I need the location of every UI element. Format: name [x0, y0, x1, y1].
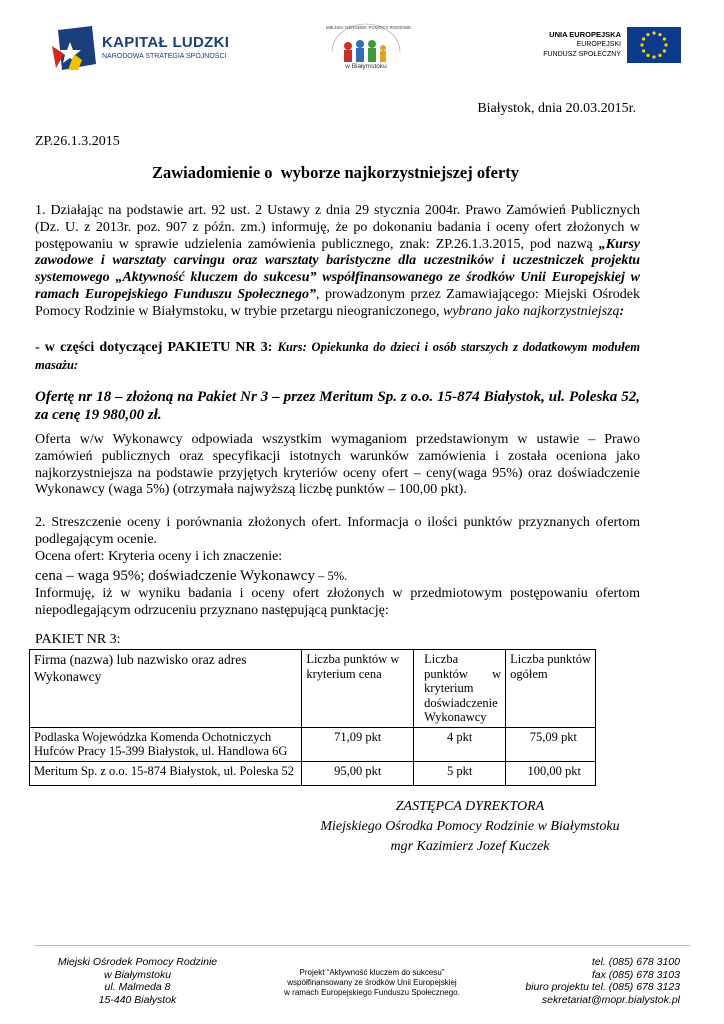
footer-left-line: w Białymstoku [103, 968, 172, 981]
footer-left-line: Miejski Ośrodek Pomocy Rodzinie [57, 956, 218, 968]
footer-fax: fax (085) 678 3103 [591, 968, 680, 981]
header-experience-points: Liczba punktów w kryterium doświadczenie Wykonawcy [414, 650, 506, 728]
row-2-total-points: 100,00 pkt [506, 761, 596, 785]
signature-title: ZASTĘPCA DYREKTORA [395, 799, 545, 814]
footer-divider [35, 945, 690, 946]
footer-left [40, 956, 235, 1006]
criteria-heading: Ocena ofert: Kryteria oceny i ich znaczenie: [35, 549, 283, 564]
scores-table [29, 649, 596, 786]
kapital-ludzki-logo [52, 24, 252, 74]
place-date: Białystok, dnia 20.03.2015r. [477, 101, 636, 116]
package-label: PAKIET NR 3: [35, 632, 121, 647]
document-title: Zawiadomienie o wyborze najkorzystniejszej oferty [151, 163, 520, 182]
criteria-weights-main: cena – waga 95%; doświadczenie Wykonawcy [35, 568, 315, 584]
kapital-ludzki-subtitle: NARODOWA STRATEGIA SPÓJNOŚCI [102, 53, 227, 60]
row-2-contractor: Meritum Sp. z o.o. 15-874 Białystok, ul. Poleska 52 [30, 761, 302, 785]
footer-center-line: współfinansowany ze środków Unii Europejskiej [287, 978, 457, 987]
header-price-points: Liczba punktów w kryterium cena [302, 650, 414, 728]
criteria-weights [35, 567, 347, 585]
selected-phrase: wybrano jako najkorzystniejszą [442, 303, 620, 319]
header-total-points: Liczba punktów ogółem [506, 650, 596, 728]
footer-center-line: Projekt “Aktywność kluczem do sukcesu” [299, 968, 445, 977]
paragraph-4: Informuję, iż w wyniku badania i oceny ofert złożonych w przedmiotowym postępowaniu ofertom niepodlegającym odrzuceniu przyznano następującą punktację: [35, 586, 640, 618]
eu-flag-icon [627, 27, 681, 63]
mopr-logo-bottom-text: w Białymstoku [345, 63, 387, 70]
selected-colon: : [619, 303, 625, 319]
row-1-contractor: Podlaska Wojewódzka Komenda Ochotniczych Hufców Pracy 15-399 Białystok, ul. Handlowa 6G [30, 727, 302, 761]
paragraph-1-intro: 1. Działając na podstawie art. 92 ust. 2 Ustawy z dnia 29 stycznia 2004r. Prawo Zamówień Publicznych (Dz. U. z 2013r. poz. 907 z późn. zm.) informuję, że po dokonaniu badania i oceny ofert złożonych w postępowaniu w sprawie udzielenia zamówienia publicznego, znak: ZP.26.1.3.2015, pod nazwą [35, 203, 640, 252]
kapital-ludzki-title: KAPITAŁ LUDZKI [102, 34, 230, 51]
signature-block [320, 797, 620, 857]
row-1-total-points: 75,09 pkt [506, 727, 596, 761]
footer-email[interactable]: sekretariat@mopr.bialystok.pl [541, 993, 680, 1006]
paragraph-3: 2. Streszczenie oceny i porównania złożonych ofert. Informacja o ilości punktów przyznanych ofertom podlegającym ocenie. [35, 515, 640, 547]
package-course-name: Kurs: Opiekunka do dzieci i osób starszych z dodatkowym modułem masażu: [35, 340, 640, 372]
table-row [30, 727, 596, 761]
signature-institution: Miejskiego Ośrodka Pomocy Rodzinie w Białymstoku [320, 819, 620, 834]
footer-left-line: 15-440 Białystok [98, 993, 177, 1006]
eu-logo [536, 27, 681, 67]
header-contractor: Firma (nazwa) lub nazwisko oraz adres Wykonawcy [30, 650, 302, 728]
table-row [30, 761, 596, 785]
mopr-logo [326, 22, 412, 74]
criteria-weights-tail: – 5%. [314, 569, 348, 583]
footer-left-line: ul. Malmeda 8 [104, 981, 171, 993]
row-2-experience-points: 5 pkt [414, 761, 506, 785]
package-section [35, 339, 640, 375]
kapital-ludzki-emblem-icon [52, 24, 98, 72]
footer-center [262, 968, 482, 998]
mopr-logo-top-text: MIEJSKI OŚRODEK POMOCY RODZINIE [326, 25, 412, 30]
project-name: „Kursy zawodowe i warsztaty carvingu oraz warsztaty baristyczne dla uczestników i uczestniczek projektu systemowego „Aktywność kluczem do sukcesu” współfinansowanego ze środków Unii Europejskiej w ramach Europejskiego Funduszu Społecznego” [35, 236, 640, 302]
row-1-experience-points: 4 pkt [414, 727, 506, 761]
paragraph-2: Oferta w/w Wykonawcy odpowiada wszystkim wymaganiom przedstawionym w ustawie – Prawo zamówień publicznych oraz specyfikacji istotnych warunków zamówienia i została oceniona jako najkorzystniejsza na podstawie przyjętych kryteriów oceny ofert – ceny(waga 95%) oraz doświadczenie Wykonawcy (waga 5%) (otrzymała najwyższą liczbę punktów – 100,00 pkt). [35, 432, 640, 498]
package-part-label: - w części dotyczącej PAKIETU NR 3: [35, 340, 278, 355]
paragraph-1 [35, 203, 640, 321]
footer-center-line: w ramach Europejskiego Funduszu Społecznego. [284, 988, 460, 997]
paragraph-1-middle: , prowadzonym przez Zamawiającego: Miejski Ośrodek Pomocy Rodzinie w Białymstoku, w trybie przetargu nieograniczonego, [35, 286, 640, 319]
winning-offer: Ofertę nr 18 – złożoną na Pakiet Nr 3 – przez Meritum Sp. z o.o. 15-874 Białystok, ul. Poleska 52, za cenę 19 980,00 zł. [35, 389, 640, 423]
signature-name: mgr Kazimierz Jozef Kuczek [390, 839, 550, 854]
reference-number: ZP.26.1.3.2015 [35, 134, 120, 149]
eu-title: UNIA EUROPEJSKA [549, 30, 621, 39]
eu-line3: FUNDUSZ SPOŁECZNY [543, 51, 621, 58]
footer-right [450, 956, 680, 1006]
row-2-price-points: 95,00 pkt [302, 761, 414, 785]
footer-project-phone: biuro projektu tel. (085) 678 3123 [525, 981, 680, 993]
eu-line2: EUROPEJSKI [576, 41, 621, 48]
row-1-price-points: 71,09 pkt [302, 727, 414, 761]
footer-phone: tel. (085) 678 3100 [591, 956, 680, 968]
table-header-row [30, 650, 596, 728]
